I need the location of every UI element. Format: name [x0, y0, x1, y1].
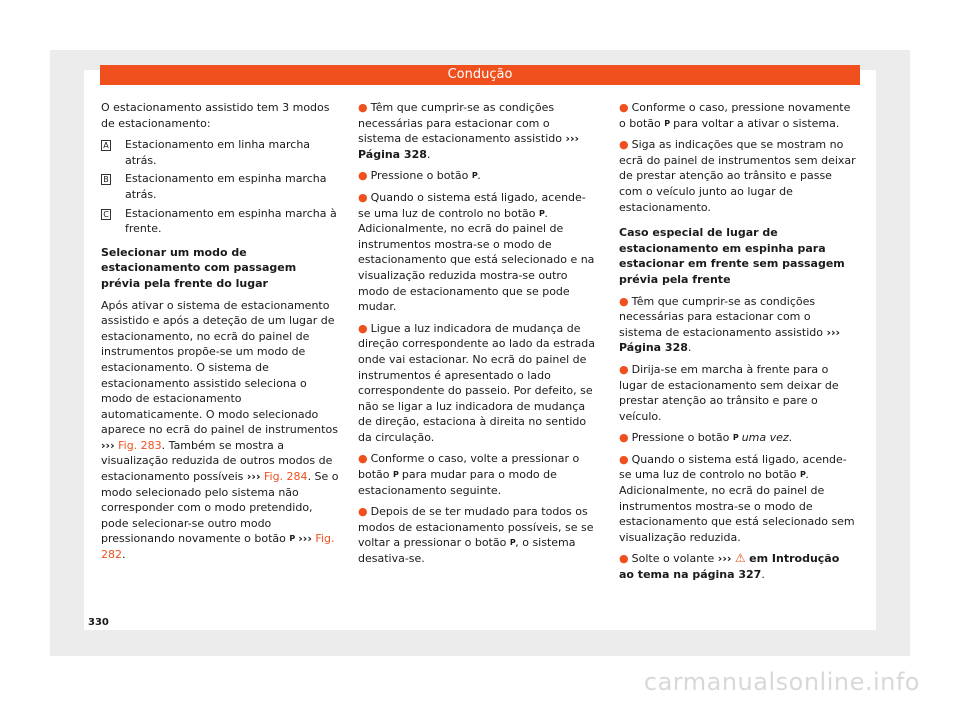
parking-button-icon: P [664, 118, 670, 128]
mode-list [101, 137, 339, 237]
bullet-icon: ● [358, 452, 368, 466]
bullet-icon: ● [358, 321, 368, 335]
list-item: B Estacionamento em espinha marcha atrás. [101, 171, 339, 202]
page-number: 330 [88, 617, 109, 628]
bullet-item: ● Siga as indicações que se mostram no ecrã do painel de instrumentos sem deixar de prestar atenção ao trânsito e passe com o veículo junto ao lugar de estacionamento. [619, 138, 856, 214]
letter-b-icon: B [101, 174, 111, 185]
bullet-icon: ● [619, 552, 629, 566]
column-1 [101, 100, 339, 569]
parking-button-icon: P [509, 538, 516, 548]
page-328-link[interactable]: ››› Página 328 [358, 132, 580, 161]
parking-button-icon: P [539, 208, 545, 218]
list-item: C Estacionamento em espinha marcha à frente. [101, 206, 339, 237]
parking-button-icon: P [471, 171, 478, 181]
column-3 [619, 100, 857, 589]
column-2 [358, 100, 596, 573]
section-heading: Selecionar um modo de estacionamento com passagem prévia pela frente do lugar [101, 245, 297, 290]
bullet-icon: ● [619, 138, 629, 152]
bullet-item: ● Pressione o botão P. [358, 169, 481, 183]
parking-button-icon: P [800, 470, 806, 480]
section-header [100, 65, 860, 85]
bullet-icon: ● [619, 362, 629, 376]
body-paragraph: Após ativar o sistema de estacionamento assistido e após a deteção de um lugar de estacionamento, no ecrã do painel de instrumentos propõe-se um modo de estacionamento. O sistema de estacionamento assistido seleciona o modo de estacionamento automaticamente. O modo selecionado aparece no ecrã do painel de instrumentos ››› Fig. 283. Também se mostra a visualização reduzida de outros modos de estacionamento possíveis ››› Fig. 284. Se o modo selecionado pelo sistema não corresponder com o modo pretendido, pode selecionar-se outro modo pressionando novamente o botão P ››› Fig. 282. [101, 298, 339, 562]
bullet-icon: ● [358, 190, 368, 204]
bullet-item: ● Ligue a luz indicadora de mudança de direção correspondente ao lado da estrada onde vai estacionar. No ecrã do painel de instrumentos é apresentado o lado correspondente do passeio. Por defeito, se não se ligar a luz indicadora de mudança de direção, estaciona à direita no sentido da circulação. [358, 321, 595, 444]
letter-a-icon: A [101, 140, 111, 151]
bullet-item: ● Têm que cumprir-se as condições necessárias para estacionar com o sistema de estacionamento assistido ››› Página 328. [619, 294, 841, 355]
bullet-icon: ● [358, 169, 368, 183]
intro-page-327-link[interactable]: em Introdução ao tema na página 327 [619, 552, 840, 582]
section-heading: Caso especial de lugar de estacionamento em espinha para estacionar em frente sem passagem prévia pela frente [619, 226, 845, 286]
bullet-item: ● Conforme o caso, pressione novamente o botão P para voltar a ativar o sistema. [619, 101, 851, 130]
bullet-icon: ● [358, 101, 368, 114]
bullet-item: ● Conforme o caso, volte a pressionar o botão P para mudar para o modo de estacionamento seguinte. [358, 452, 580, 497]
bullet-item: ● Pressione o botão P uma vez. [619, 431, 793, 445]
bullet-icon: ● [619, 431, 629, 445]
parking-button-icon: P [732, 433, 739, 443]
fig-282-link[interactable]: Fig. 282 [101, 532, 335, 562]
bullet-item: ● Têm que cumprir-se as condições necessárias para estacionar com o sistema de estacionamento assistido ››› Página 328. [358, 101, 580, 161]
parking-button-icon: P [393, 470, 399, 480]
bullet-item: ● Quando o sistema está ligado, acende-se uma luz de controlo no botão P. Adicionalmente, no ecrã do painel de instrumentos mostra-se o modo de estacionamento que está selecionado e na visualização reduzida mostra-se outro modo de estacionamento que se pode mudar. [358, 190, 595, 314]
parking-button-icon: P [289, 534, 295, 544]
bullet-item: ● Depois de se ter mudado para todos os modos de estacionamento possíveis, se se voltar a pressionar o botão P, o sistema desativa-se. [358, 505, 594, 566]
letter-c-icon: C [101, 209, 111, 220]
fig-283-link[interactable]: Fig. 283 [118, 438, 162, 452]
fig-284-link[interactable]: Fig. 284 [264, 470, 308, 484]
warning-icon: ⚠ [734, 551, 746, 566]
list-item: A Estacionamento em linha marcha atrás. [101, 137, 339, 168]
intro-text: O estacionamento assistido tem 3 modos de estacionamento: [101, 101, 330, 130]
bullet-icon: ● [619, 294, 629, 308]
page-328-link[interactable]: ››› Página 328 [619, 325, 841, 355]
watermark: carmanualsonline.info [643, 668, 920, 696]
bullet-item: ● Dirija-se em marcha à frente para o lugar de estacionamento sem deixar de prestar atenção ao trânsito e pare o veículo. [619, 362, 839, 423]
bullet-icon: ● [619, 101, 629, 114]
section-title: Condução [447, 67, 513, 82]
bullet-item: ● Solte o volante ››› ⚠ em Introdução ao tema na página 327. [619, 551, 840, 582]
bullet-icon: ● [619, 452, 629, 466]
bullet-item: ● Quando o sistema está ligado, acende-se uma luz de controlo no botão P. Adicionalmente, no ecrã do painel de instrumentos mostra-se o modo de estacionamento que está selecionado sem visualização reduzida. [619, 452, 855, 544]
bullet-icon: ● [358, 505, 368, 519]
